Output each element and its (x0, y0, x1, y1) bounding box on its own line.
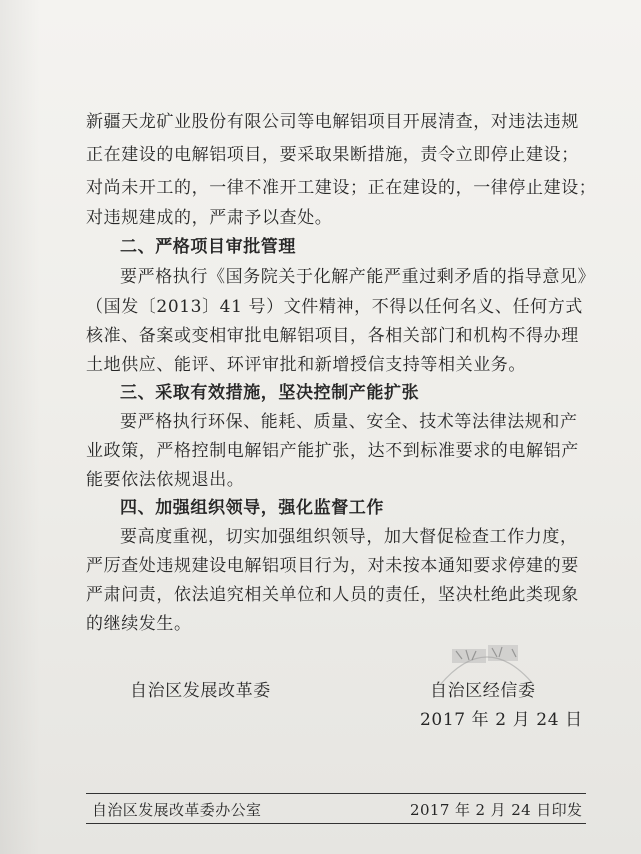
body-line-12: 业政策，严格控制电解铝产能扩张，达不到标准要求的电解铝产 (86, 441, 579, 461)
signature-right: 自治区经信委 (430, 681, 536, 701)
body-line-1: 新疆天龙矿业股份有限公司等电解铝项目开展清查，对违法违规 (86, 112, 579, 132)
footer-issued-date: 2017 年 2 月 24 日印发 (410, 801, 583, 819)
signature-left: 自治区发展改革委 (130, 681, 271, 701)
section-heading-2: 二、严格项目审批管理 (120, 237, 296, 257)
body-line-15: 要高度重视，切实加强组织领导，加大督促检查工作力度， (120, 527, 578, 547)
page-shadow (0, 0, 40, 854)
signature-date: 2017 年 2 月 24 日 (420, 710, 583, 730)
body-line-4: 对违规建成的，严肃予以查处。 (86, 208, 333, 228)
body-line-2: 正在建设的电解铝项目，要采取果断措施，责令立即停止建设； (86, 145, 579, 165)
body-line-7: （国发〔2013〕41 号）文件精神，不得以任何名义、任何方式 (86, 297, 583, 317)
section-heading-3: 三、采取有效措施，坚决控制产能扩张 (120, 383, 420, 403)
body-line-11: 要严格执行环保、能耗、质量、安全、技术等法律法规和产 (120, 412, 578, 432)
body-line-18: 的继续发生。 (86, 614, 192, 634)
section-heading-4: 四、加强组织领导，强化监督工作 (120, 498, 384, 518)
body-line-6: 要严格执行《国务院关于化解产能严重过剩矛盾的指导意见》 (120, 267, 596, 287)
footer-top-rule (86, 793, 586, 794)
body-line-13: 能要依法依规退出。 (86, 470, 245, 490)
footer-office: 自治区发展改革委办公室 (92, 801, 262, 819)
body-line-16: 严厉查处违规建设电解铝项目行为，对未按本通知要求停建的要 (86, 556, 579, 576)
body-line-3: 对尚未开工的，一律不准开工建设；正在建设的，一律停止建设； (86, 178, 597, 198)
body-line-9: 土地供应、能评、环评审批和新增授信支持等相关业务。 (86, 355, 526, 375)
body-line-8: 核准、备案或变相审批电解铝项目，各相关部门和机构不得办理 (86, 326, 579, 346)
footer-bottom-rule (86, 823, 586, 824)
body-line-17: 严肃问责，依法追究相关单位和人员的责任，坚决杜绝此类现象 (86, 585, 579, 605)
